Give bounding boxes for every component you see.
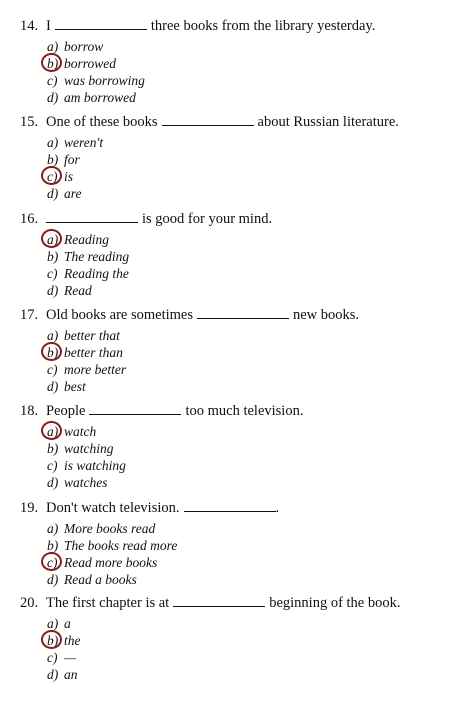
option-list (47, 38, 145, 106)
question-text-before: Don't watch television. (46, 500, 180, 516)
answer-option[interactable] (47, 265, 129, 282)
question-number: 15. (20, 114, 39, 130)
answer-option[interactable] (47, 649, 81, 666)
option-text: More books read (64, 521, 156, 536)
option-list (47, 231, 129, 299)
option-letter: c) (47, 362, 58, 377)
answer-blank (173, 594, 265, 607)
selected-answer-circle (41, 552, 62, 571)
option-letter: c) (47, 650, 58, 665)
answer-option[interactable] (47, 344, 126, 361)
answer-option[interactable] (47, 457, 126, 474)
option-letter: b) (47, 441, 59, 456)
option-text: better than (64, 345, 123, 360)
question-stem (20, 402, 303, 420)
answer-option[interactable] (47, 666, 81, 683)
option-text: Reading the (64, 266, 129, 281)
option-list (47, 520, 177, 588)
option-letter: b) (47, 56, 59, 71)
answer-option[interactable] (47, 72, 145, 89)
answer-blank (197, 306, 289, 319)
answer-option[interactable] (47, 571, 177, 588)
option-text: watch (64, 424, 97, 439)
option-letter: a) (47, 39, 59, 54)
option-letter: a) (47, 232, 59, 247)
option-list (47, 423, 126, 491)
question-number: 14. (20, 18, 39, 34)
question-text-after: too much television. (185, 403, 304, 419)
option-letter: d) (47, 667, 59, 682)
answer-blank (184, 499, 276, 512)
option-letter: b) (47, 152, 59, 167)
option-text: The reading (64, 249, 130, 264)
option-list (47, 327, 126, 395)
answer-option[interactable] (47, 89, 145, 106)
option-text: is watching (64, 458, 126, 473)
answer-option[interactable] (47, 474, 126, 491)
option-text: watches (64, 475, 108, 490)
selected-answer-circle (41, 630, 62, 649)
option-letter: d) (47, 90, 59, 105)
question-text-after: about Russian literature. (257, 114, 399, 130)
option-text: weren't (64, 135, 104, 150)
option-letter: a) (47, 424, 59, 439)
option-letter: b) (47, 633, 59, 648)
selected-answer-circle (41, 229, 62, 248)
option-letter: d) (47, 283, 59, 298)
question-number: 19. (20, 500, 39, 516)
option-text: Read (64, 283, 92, 298)
answer-option[interactable] (47, 537, 177, 554)
option-text: watching (64, 441, 114, 456)
question-number: 17. (20, 307, 39, 323)
answer-option[interactable] (47, 440, 126, 457)
answer-blank (162, 113, 254, 126)
question-text-before: I (46, 18, 51, 34)
answer-option[interactable] (47, 55, 145, 72)
option-text: best (64, 379, 86, 394)
option-letter: a) (47, 135, 59, 150)
option-text: for (64, 152, 80, 167)
answer-option[interactable] (47, 378, 126, 395)
answer-option[interactable] (47, 327, 126, 344)
option-letter: c) (47, 73, 58, 88)
question-stem (20, 210, 272, 228)
answer-option[interactable] (47, 282, 129, 299)
answer-blank (55, 17, 147, 30)
option-letter: d) (47, 186, 59, 201)
option-letter: d) (47, 379, 59, 394)
answer-option[interactable] (47, 423, 126, 440)
answer-option[interactable] (47, 38, 145, 55)
option-text: — (64, 650, 77, 665)
selected-answer-circle (41, 342, 62, 361)
option-text: better that (64, 328, 120, 343)
question-text-after: new books. (293, 307, 360, 323)
question-number: 20. (20, 595, 39, 611)
question-text-before: People (46, 403, 86, 419)
question-number: 18. (20, 403, 39, 419)
question-stem (20, 594, 401, 612)
option-text: an (64, 667, 78, 682)
question-stem (20, 17, 375, 35)
answer-option[interactable] (47, 168, 103, 185)
answer-option[interactable] (47, 248, 129, 265)
option-text: The books read more (64, 538, 178, 553)
answer-option[interactable] (47, 554, 177, 571)
option-letter: a) (47, 521, 59, 536)
question-text-after: beginning of the book. (269, 595, 401, 611)
option-text: borrow (64, 39, 104, 54)
answer-blank (46, 210, 138, 223)
option-letter: b) (47, 538, 59, 553)
answer-option[interactable] (47, 361, 126, 378)
selected-answer-circle (41, 53, 62, 72)
answer-option[interactable] (47, 134, 103, 151)
option-text: Read more books (64, 555, 158, 570)
option-letter: a) (47, 616, 59, 631)
option-letter: a) (47, 328, 59, 343)
option-text: borrowed (64, 56, 117, 71)
option-text: the (64, 633, 81, 648)
question-stem (20, 113, 399, 131)
option-text: Reading (64, 232, 109, 247)
question-text-before: Old books are sometimes (46, 307, 193, 323)
option-text: am borrowed (64, 90, 136, 105)
option-letter: c) (47, 555, 58, 570)
option-letter: c) (47, 266, 58, 281)
option-text: more better (64, 362, 127, 377)
option-letter: d) (47, 475, 59, 490)
option-letter: b) (47, 249, 59, 264)
question-text-after: . (275, 500, 280, 516)
answer-option[interactable] (47, 632, 81, 649)
option-letter: c) (47, 169, 58, 184)
option-letter: b) (47, 345, 59, 360)
option-text: was borrowing (64, 73, 145, 88)
question-stem (20, 306, 359, 324)
option-letter: d) (47, 572, 59, 587)
answer-option[interactable] (47, 151, 103, 168)
option-text: is (64, 169, 74, 184)
question-number: 16. (20, 211, 39, 227)
option-text: Read a books (64, 572, 137, 587)
option-list (47, 134, 103, 202)
question-text-after: three books from the library yesterday. (150, 18, 376, 34)
answer-option[interactable] (47, 231, 129, 248)
question-text-before: One of these books (46, 114, 158, 130)
answer-option[interactable] (47, 520, 177, 537)
question-stem (20, 499, 279, 517)
selected-answer-circle (41, 166, 62, 185)
option-list (47, 615, 81, 683)
option-text: are (64, 186, 82, 201)
question-text-after: is good for your mind. (142, 211, 273, 227)
selected-answer-circle (41, 421, 62, 440)
question-text-before: The first chapter is at (46, 595, 170, 611)
option-letter: c) (47, 458, 58, 473)
answer-option[interactable] (47, 185, 103, 202)
answer-blank (89, 402, 181, 415)
option-text: a (64, 616, 71, 631)
